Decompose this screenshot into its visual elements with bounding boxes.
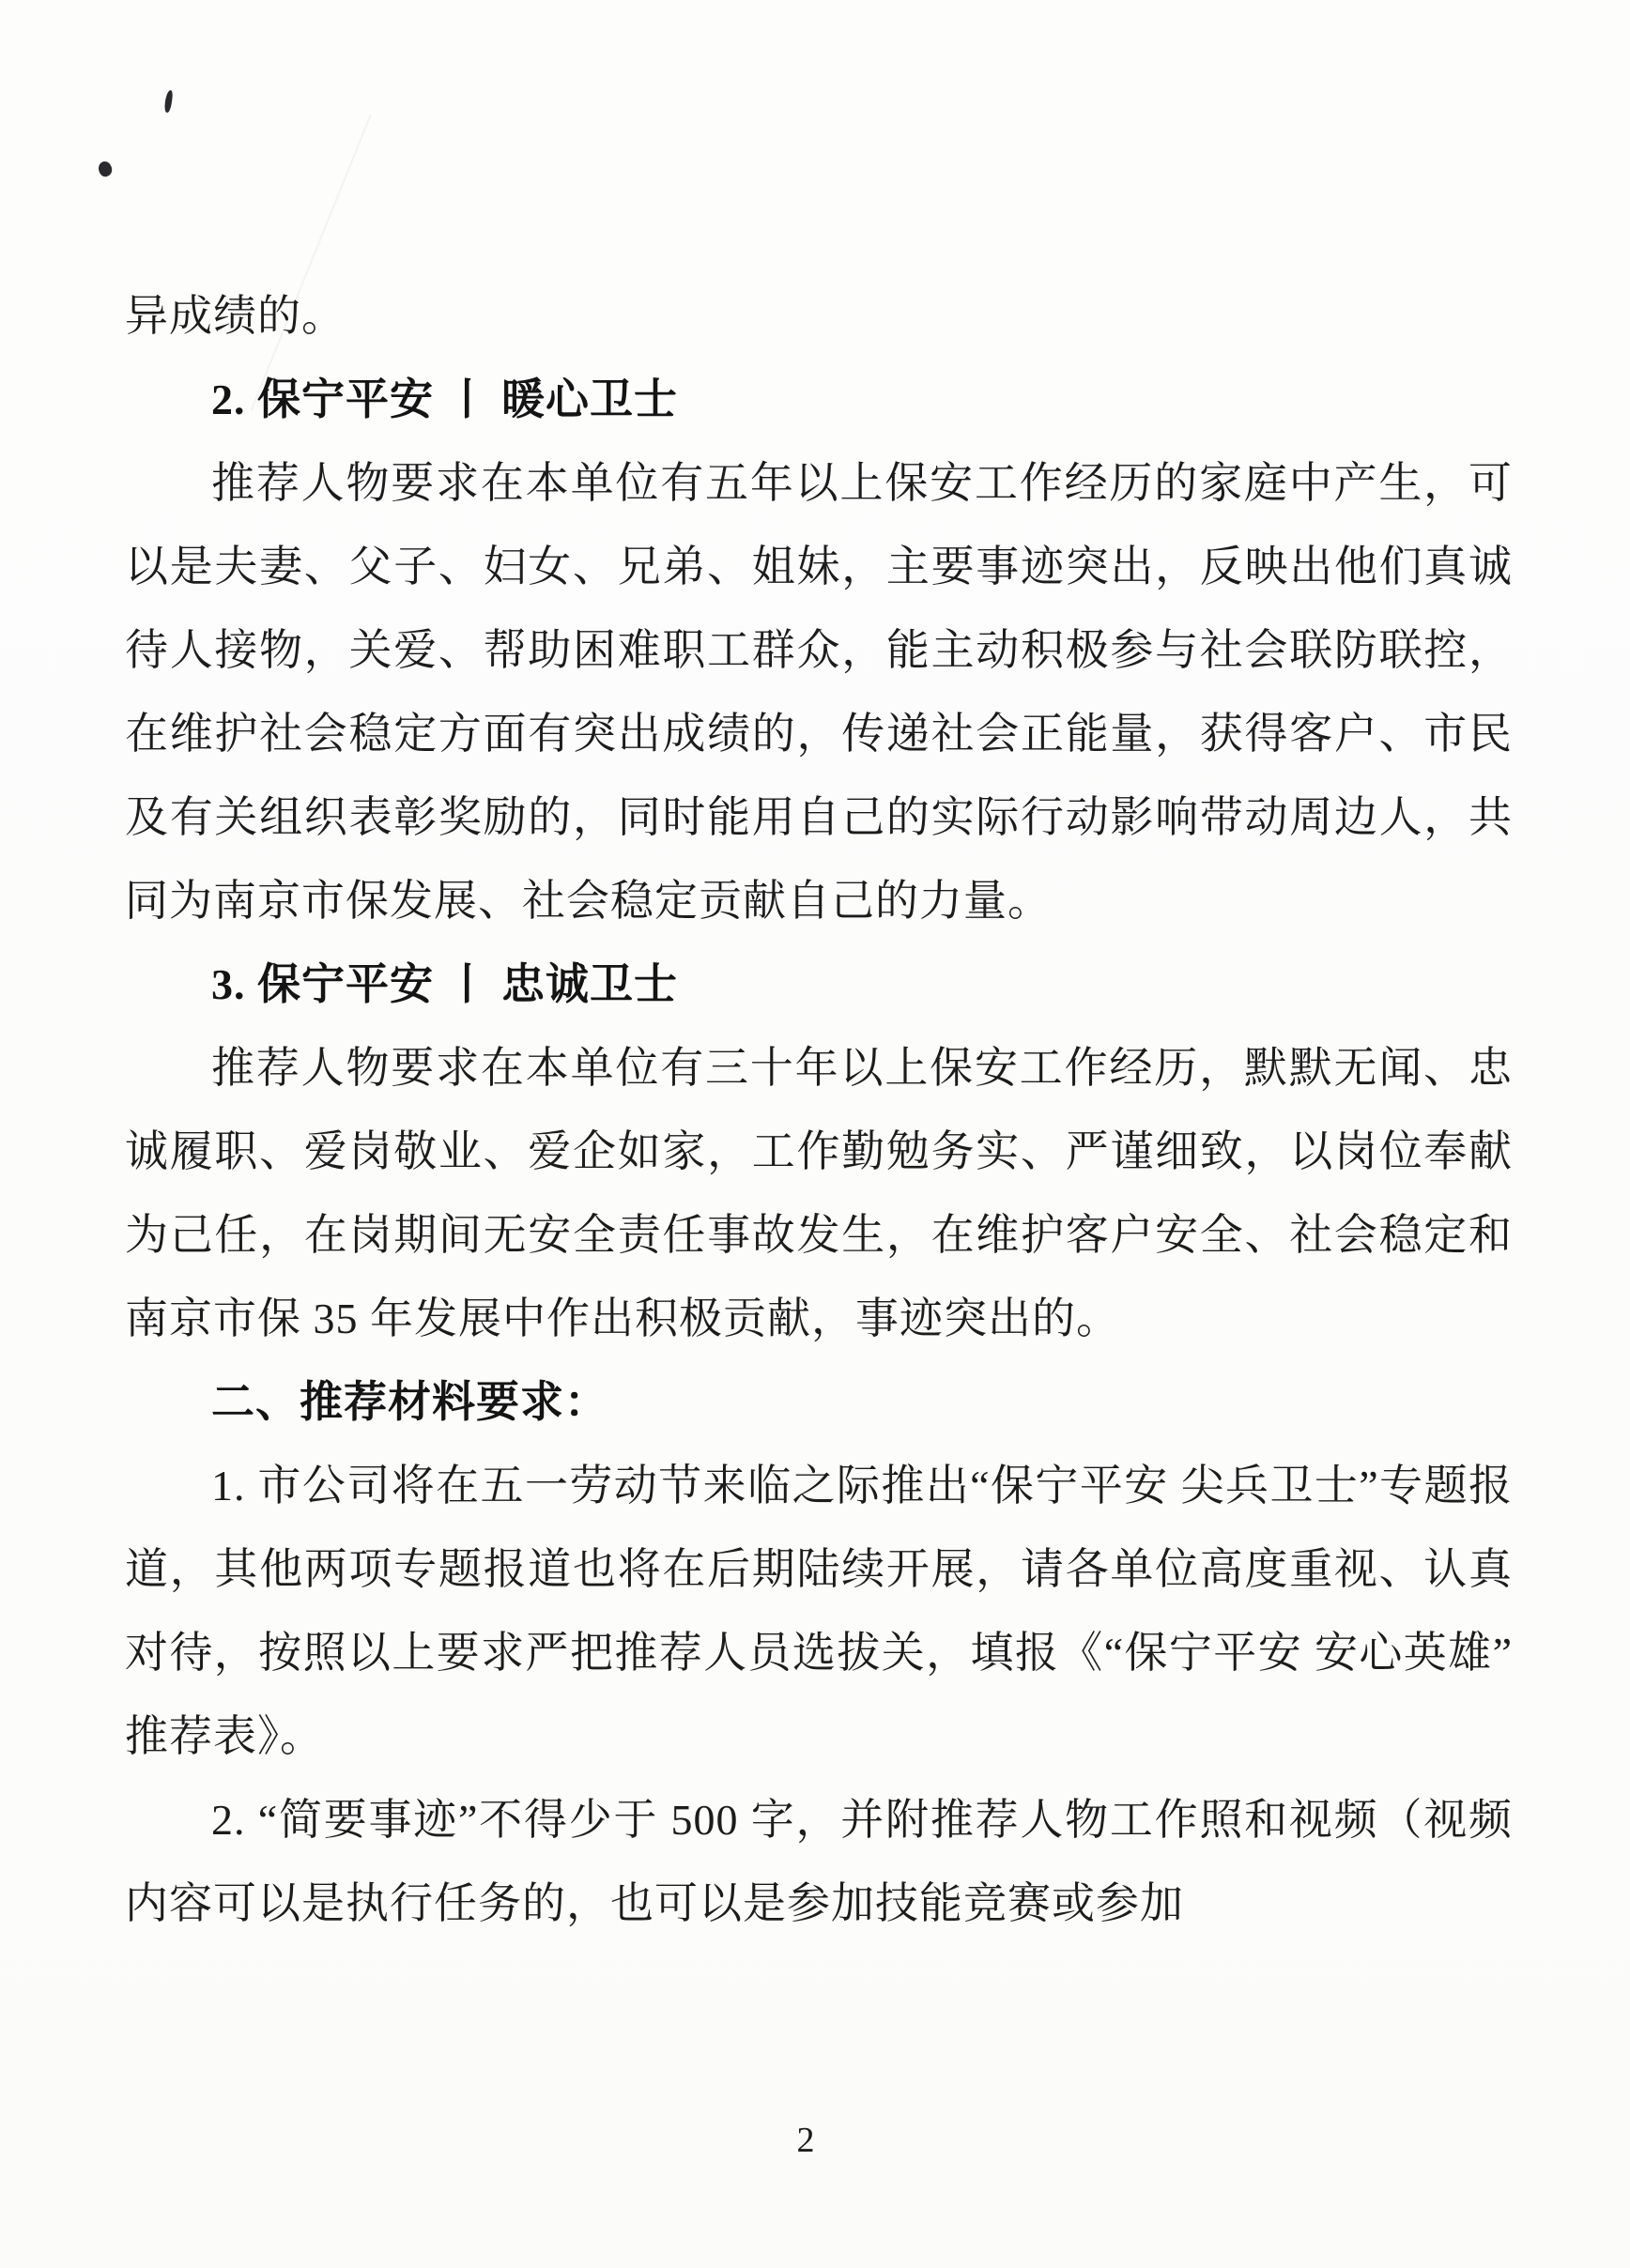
section-heading-loyal-guard: 3. 保宁平安 丨 忠诚卫士 <box>211 960 678 1008</box>
paragraph-warm-heart-guard-criteria: 推荐人物要求在本单位有五年以上保安工作经历的家庭中产生，可以是夫妻、父子、妇女、兄弟、姐妹，主要事迹突出，反映出他们真诚待人接物，关爱、帮助困难职工群众，能主动积极参与社会联防联控，在维护社会稳定方面有突出成绩的，传递社会正能量，获得客户、市民及有关组织表彰奖励的，同时能用自己的实际行动影响带动周边人，共同为南京市保发展、社会稳定贡献自己的力量。 <box>125 459 1513 925</box>
paragraph-loyal-guard-criteria: 推荐人物要求在本单位有三十年以上保安工作经历，默默无闻、忠诚履职、爱岗敬业、爱企如家，工作勤勉务实、严谨细致，以岗位奉献为己任，在岗期间无安全责任事故发生，在维护客户安全、社会稳定和南京市保 35 年发展中作出积极贡献，事迹突出的。 <box>125 1044 1513 1342</box>
document-body <box>125 274 1513 1945</box>
scan-ink-speck <box>163 90 173 114</box>
continuation-line: 异成绩的。 <box>125 292 346 340</box>
section-heading-material-requirements: 二、推荐材料要求： <box>211 1378 608 1426</box>
scan-ink-speck <box>96 160 115 179</box>
paragraph-material-requirement-1: 1. 市公司将在五一劳动节来临之际推出“保宁平安 尖兵卫士”专题报道，其他两项专题报道也将在后期陆续开展，请各单位高度重视、认真对待，按照以上要求严把推荐人员选拔关，填报《“保宁平安 安心英雄” 推荐表》。 <box>125 1462 1513 1760</box>
section-heading-warm-heart-guard: 2. 保宁平安 丨 暖心卫士 <box>211 375 678 423</box>
paragraph-material-requirement-2: 2. “简要事迹”不得少于 500 字，并附推荐人物工作照和视频（视频内容可以是执行任务的，也可以是参加技能竞赛或参加 <box>125 1796 1513 1927</box>
page-number: 2 <box>796 2121 815 2160</box>
